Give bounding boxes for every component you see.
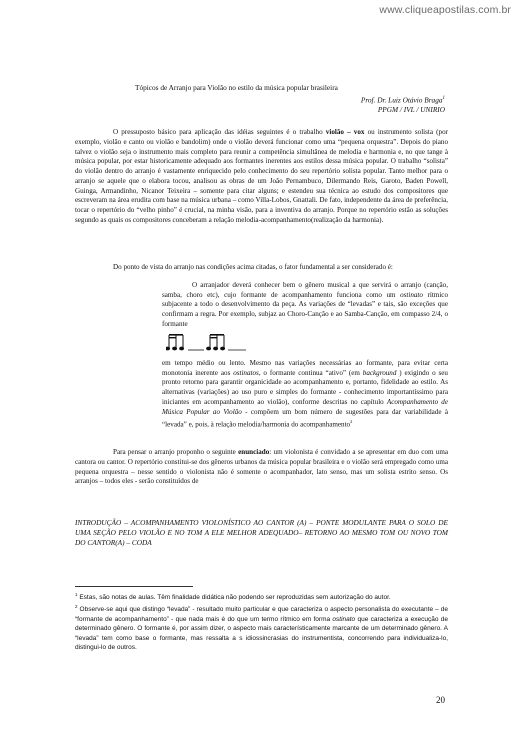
footnote-text: que caracteriza a execução de determinado gênero. O formante é, por assim dizer, o aspecto mais característicamente marcante de um determinado gênero. A “levada” tem como base o formante, mas ressalta a s idiossincrasias do instrumentista, concorrendo para individualiza-lo, distingui-lo de outros. bbox=[75, 615, 448, 651]
text-run: rítmico subjacente a todo o desenvolvimento da peça. As variações de “levadas” e tais, são exceções que confirmam a regra. Por exemplo, subjaz ao Choro-Canção e ao Samba-Canção, em compasso 2/4, o formante bbox=[162, 290, 449, 328]
bold-term: violão – vox bbox=[325, 128, 365, 136]
italic-term: ostinatos bbox=[233, 368, 259, 377]
text-run: ) exigindo o seu pronto retorno para garantir organicidade ao acompanhamento e, portanto, fidelidade ao estilo. As alternativas (variações) ao uso puro e simples do formante - conhecimento importantíssimo para iniciantes em acompanhamento ao violão), conforme descritas no capítulo bbox=[162, 368, 448, 406]
text-run: O pressuposto básico para aplicação das idéias seguintes é o trabalho bbox=[113, 128, 326, 136]
bold-term: enunciado bbox=[238, 448, 270, 456]
italic-term: background bbox=[362, 368, 397, 377]
footnote-mark: 1 bbox=[75, 592, 78, 597]
author-block bbox=[361, 94, 445, 115]
footnote-divider bbox=[75, 586, 193, 587]
italic-term: ostinato bbox=[332, 615, 356, 623]
text-run: : um violonista é convidado a se apresentar em duo com uma cantora ou cantor. O repertório constitui-se dos gêneros urbanos da música popular brasileira e o violão será empregado como uma pequena orquestra – nesse sentido o violonista não é somente o acompanhador, lato senso, mas um solista estrito senso. Os arranjos – todos eles - serão constituídos de bbox=[75, 448, 449, 486]
text-run: - compõem um bom número de sugestões para dar variabilidade à “levada” e, pois, à relação melodia/harmonia do acompanhamento bbox=[162, 407, 448, 429]
author-name: Prof. Dr. Luiz Otávio Braga bbox=[360, 95, 443, 105]
page-number: 20 bbox=[436, 695, 445, 705]
footnote-text: Estas, são notas de aulas. Têm finalidade didática não podendo ser reproduzidas sem autorização do autor. bbox=[77, 594, 391, 602]
paragraph-viewpoint: Do ponto de vista do arranjo nas condições acima citadas, o fator fundamental a ser considerado é: bbox=[113, 263, 393, 271]
quote-arranger bbox=[162, 281, 448, 330]
document-title: Tópicos de Arranjo para Violão no estilo da música popular brasileira bbox=[135, 83, 338, 92]
footnote-ref-1: 1 bbox=[442, 96, 445, 101]
paragraph-enunciado bbox=[75, 448, 448, 487]
text-run: Para pensar o arranjo proponho o seguinte bbox=[113, 448, 239, 456]
quote-formante bbox=[162, 359, 448, 430]
text-run: ou instrumento solista (por exemplo, violão e canto ou violão e bandolim) onde o violão deverá funcionar como uma “pequena orquestra”. Depois do piano talvez o violão seja o instrumento mais completo para reunir a competência simultânea de melodia e harmonia e, no que tange à música popular, por estar historicamente adequado aos formantes inerentes aos estilos dessa música popular. O trabalho “solista” do violão dentro do arranjo é vastamente enriquecido pelo conhecimento do seu repertório solista popular. Tanto melhor para o arranjo se aquele que o elabora tocou, analisou as obras de um João Pernambuco, Dilermando Reis, Garoto, Baden Powell, Guinga, Armandinho, Nicanor Teixeira – somente para citar alguns; e estendeu sua técnica ao estudo dos compositores que escreveram na área erudita com base na música urbana – como Villa-Lobos, Gnattali. De fato, independente da área de preferência, tocar o repertório do “velho pinho” é crucial, na minha visão, para a inventiva do arranjo. Porque no repertório estão as soluções segundo as quais os compositores conceberam a relação melodia-acompanhamento(realização da harmonia). bbox=[75, 128, 448, 224]
footnotes bbox=[75, 590, 448, 652]
chapter-title: Acompanhamento de Música Popular ao Violão bbox=[162, 397, 448, 416]
paragraph-intro bbox=[75, 128, 448, 226]
footnote-mark: 2 bbox=[75, 604, 78, 610]
author-affiliation: PPGM / IVL / UNIRIO bbox=[377, 105, 445, 115]
rhythm-notation-figure bbox=[166, 331, 266, 353]
footnote-2 bbox=[75, 602, 448, 652]
footnote-1 bbox=[75, 590, 448, 602]
text-run: em tempo médio ou lento. Mesmo nas variações necessárias ao formante, para evitar certa monotonia inerente aos bbox=[162, 359, 448, 377]
site-url[interactable]: www.cliqueapostilas.com.br bbox=[379, 4, 511, 16]
footnote-ref-2: 2 bbox=[350, 419, 353, 425]
arrangement-structure: INTRODUÇÃO – ACOMPANHAMENTO VIOLONÍSTICO AO CANTOR (A) – PONTE MODULANTE PARA O SOLO DE UMA SEÇÃO PELO VIOLÃO E NO TOM A ELE MELHOR ADEQUADO– RETORNO AO MESMO TOM OU NOVO TOM DO CANTOR(A) – CODA bbox=[75, 518, 448, 548]
footnote-text: Observe-se aqui que distingo “levada” - resultado muito particular e que caracteriza o aspecto personalista do executante – de “formante de acompanhamento” - que nada mais é do que um termo rítmico em forma bbox=[75, 606, 448, 623]
text-run: O arranjador deverá conhecer bem o gênero musical a que servirá o arranjo (canção, samba, choro etc), cujo formante de acompanhamento funciona como um bbox=[162, 281, 448, 299]
text-run: , o formante continua “ativo” (em bbox=[258, 368, 363, 377]
italic-term: ostinato bbox=[400, 290, 423, 299]
